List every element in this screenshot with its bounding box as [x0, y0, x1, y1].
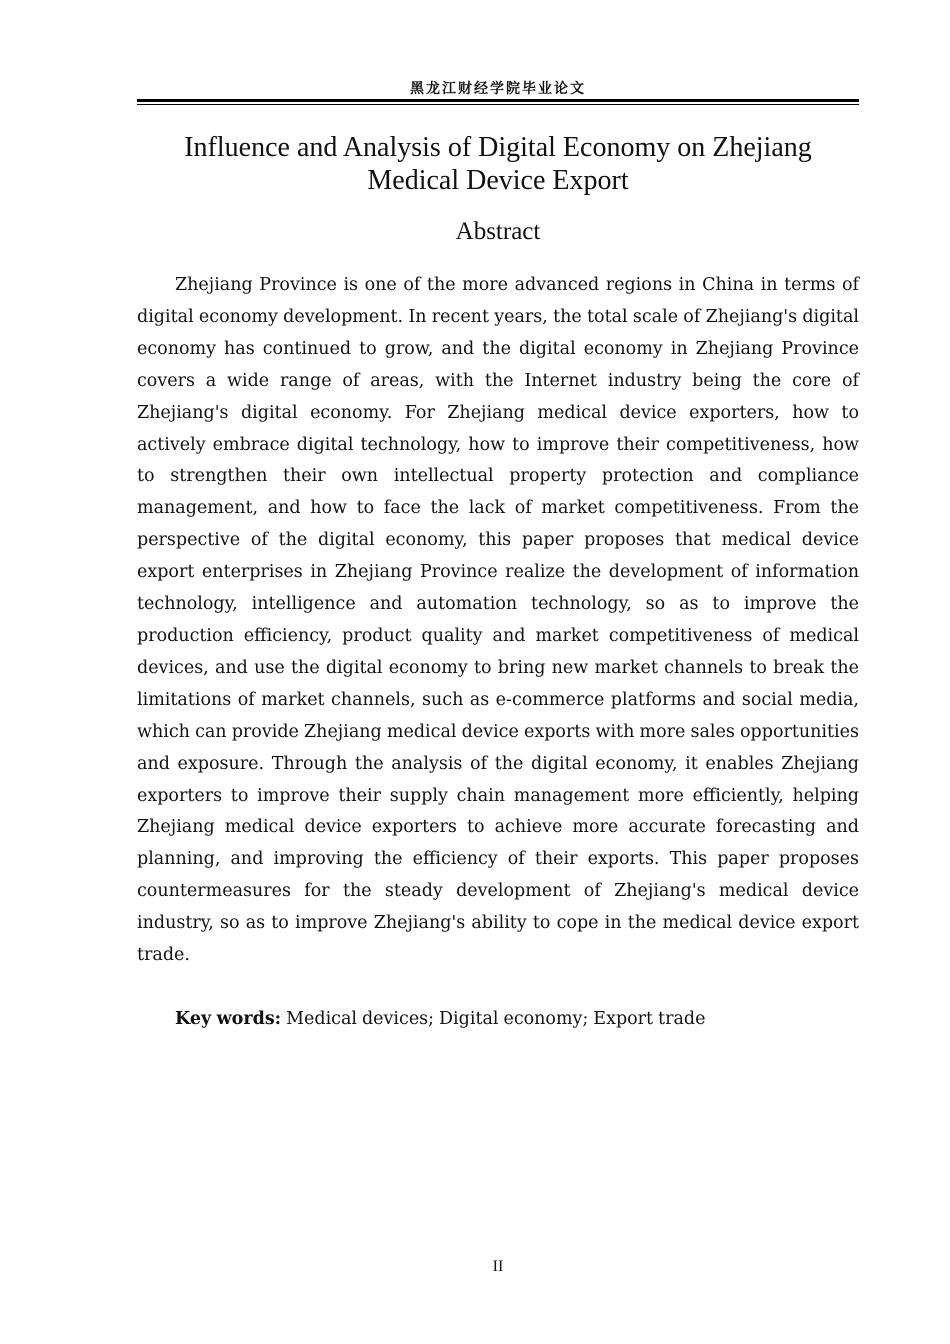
abstract-body: Zhejiang Province is one of the more advanced regions in China in terms of digital economy development. In recent years, the total scale of Zhejiang's digital economy has continued to grow, and the digital economy in Zhejiang Province covers a wide range of areas, with the Internet industry being the core of Zhejiang's digital economy. For Zhejiang medical device exporters, how to actively embrace digital technology, how to improve their competitiveness, how to strengthen their own intellectual property protection and compliance management, and how to face the lack of market competitiveness. From the perspective of the digital economy, this paper proposes that medical device export enterprises in Zhejiang Province realize the development of information technology, intelligence and automation technology, so as to improve the production efficiency, product quality and market competitiveness of medical devices, and use the digital economy to bring new market channels to break the limitations of market channels, such as e-commerce platforms and social media, which can provide Zhejiang medical device exports with more sales opportunities and exposure. Through the analysis of the digital economy, it enables Zhejiang exporters to improve their supply chain management more efficiently, helping Zhejiang medical device exporters to achieve more accurate forecasting and planning, and improving the efficiency of their exports. This paper proposes countermeasures for the steady development of Zhejiang's medical device industry, so as to improve Zhejiang's ability to cope in the medical device export trade. — [137, 275, 859, 966]
keywords-line — [175, 1004, 859, 1036]
abstract-heading: Abstract — [455, 218, 541, 245]
page-number: II — [492, 1258, 504, 1275]
keywords-label: Key words: — [175, 1009, 282, 1029]
header-rule-thin — [137, 104, 859, 105]
paper-title: Influence and Analysis of Digital Economy on Zhejiang Medical Device Export — [184, 132, 812, 196]
running-header: 黑龙江财经学院毕业论文 — [410, 81, 586, 97]
keywords-value: Medical devices; Digital economy; Export trade — [281, 1009, 706, 1029]
header-rule-thick — [137, 99, 859, 102]
